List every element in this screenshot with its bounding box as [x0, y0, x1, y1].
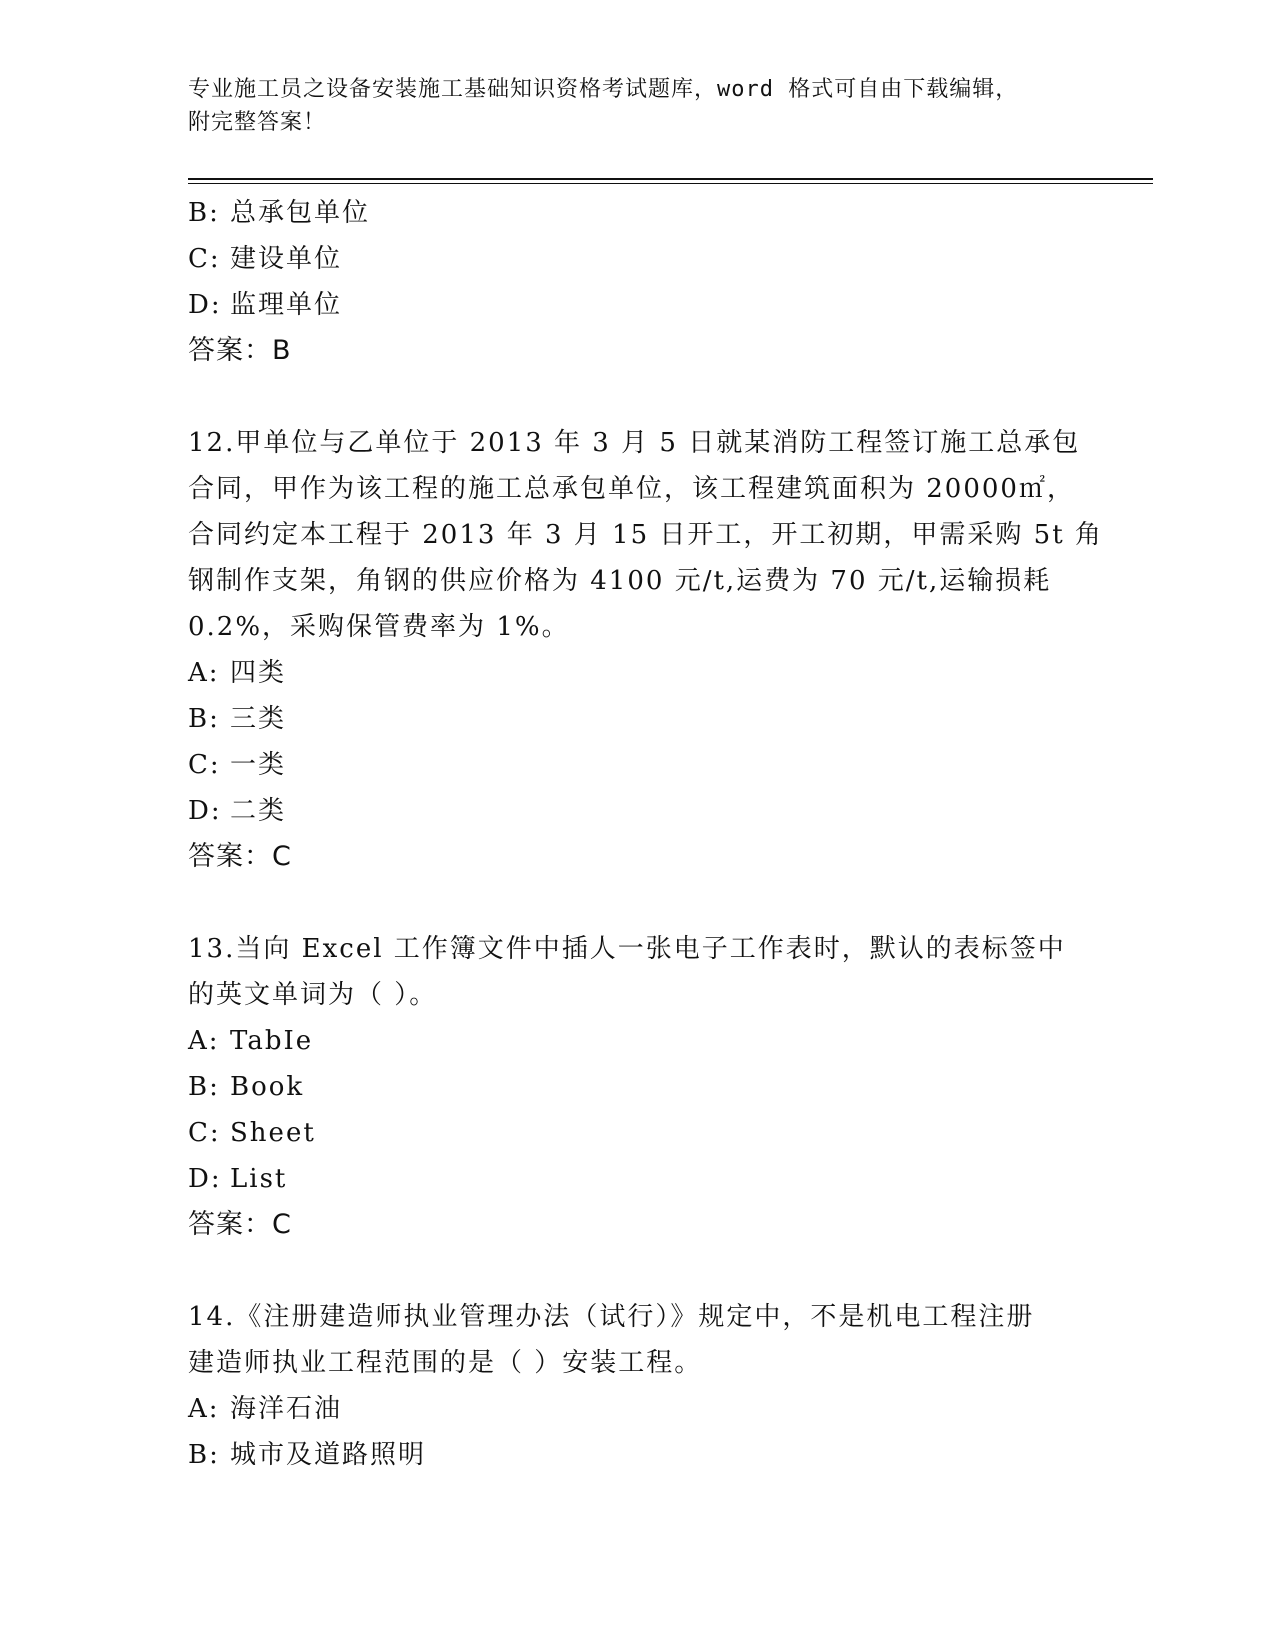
- option-text: TabIe: [230, 1026, 314, 1056]
- document-header: [188, 73, 1068, 139]
- option-b: [188, 1064, 1088, 1110]
- option-letter: D:: [188, 1164, 222, 1194]
- answer-line: 答案：B: [188, 335, 292, 366]
- option-letter: A:: [188, 1026, 220, 1056]
- option-letter: A:: [188, 658, 220, 688]
- option-a: [188, 1018, 1088, 1064]
- header-line-2: 附完整答案！: [188, 110, 327, 135]
- question-12: [188, 420, 1103, 880]
- option-text: 城市及道路照明: [230, 1440, 427, 1470]
- option-letter: C:: [188, 244, 221, 274]
- question-text-line: 钢制作支架，角钢的供应价格为 4100 元/t,运费为 70 元/t,运输损耗: [188, 566, 1052, 596]
- question-text-line: 13.当向 Excel 工作簿文件中插人一张电子工作表时，默认的表标签中: [188, 934, 1066, 964]
- question-text-line: 建造师执业工程范围的是（ ）安装工程。: [188, 1348, 703, 1378]
- option-letter: A:: [188, 1394, 220, 1424]
- option-text: List: [230, 1164, 288, 1194]
- option-text: 二类: [230, 796, 287, 826]
- option-text: 三类: [230, 704, 287, 734]
- option-b: [188, 190, 1088, 236]
- spacer: [188, 880, 1088, 926]
- question-text-line: 合同，甲作为该工程的施工总承包单位，该工程建筑面积为 20000㎡，: [188, 474, 1075, 504]
- option-text: 总承包单位: [230, 198, 371, 228]
- header-line-1: 专业施工员之设备安装施工基础知识资格考试题库，word 格式可自由下载编辑，: [188, 77, 1019, 102]
- answer-line: 答案：C: [188, 841, 292, 872]
- spacer: [188, 1248, 1088, 1294]
- option-letter: B:: [188, 704, 220, 734]
- header-divider-thin: [188, 183, 1153, 184]
- question-content: [188, 190, 1103, 1478]
- option-letter: B:: [188, 1440, 220, 1470]
- option-a: [188, 1386, 1088, 1432]
- question-14: [188, 1294, 1088, 1478]
- option-letter: B:: [188, 1072, 220, 1102]
- option-d: [188, 282, 1088, 328]
- question-text-line: 14.《注册建造师执业管理办法（试行）》规定中，不是机电工程注册: [188, 1302, 1035, 1332]
- option-text: 一类: [230, 750, 287, 780]
- option-letter: D:: [188, 290, 222, 320]
- option-c: [188, 1110, 1088, 1156]
- option-letter: D:: [188, 796, 222, 826]
- option-letter: B:: [188, 198, 220, 228]
- option-d: [188, 788, 1088, 834]
- question-text-line: 12.甲单位与乙单位于 2013 年 3 月 5 日就某消防工程签订施工总承包: [188, 428, 1081, 458]
- question-11-tail: [188, 190, 1088, 374]
- question-text-line: 0.2%，采购保管费率为 1%。: [188, 612, 570, 642]
- question-text-line: 的英文单词为（ ）。: [188, 980, 438, 1010]
- question-text-line: 合同约定本工程于 2013 年 3 月 15 日开工，开工初期，甲需采购 5t 角: [188, 520, 1103, 550]
- option-b: [188, 1432, 1088, 1478]
- option-text: 四类: [230, 658, 287, 688]
- option-letter: C:: [188, 1118, 221, 1148]
- option-a: [188, 650, 1088, 696]
- option-b: [188, 696, 1088, 742]
- option-text: Sheet: [230, 1118, 316, 1148]
- question-13: [188, 926, 1088, 1248]
- option-letter: C:: [188, 750, 221, 780]
- option-text: 建设单位: [230, 244, 343, 274]
- option-d: [188, 1156, 1088, 1202]
- answer-line: 答案：C: [188, 1209, 292, 1240]
- option-text: 海洋石油: [230, 1394, 343, 1424]
- option-text: Book: [230, 1072, 305, 1102]
- option-text: 监理单位: [230, 290, 343, 320]
- header-divider-thick: [188, 178, 1153, 180]
- option-c: [188, 236, 1088, 282]
- option-c: [188, 742, 1088, 788]
- spacer: [188, 374, 1088, 420]
